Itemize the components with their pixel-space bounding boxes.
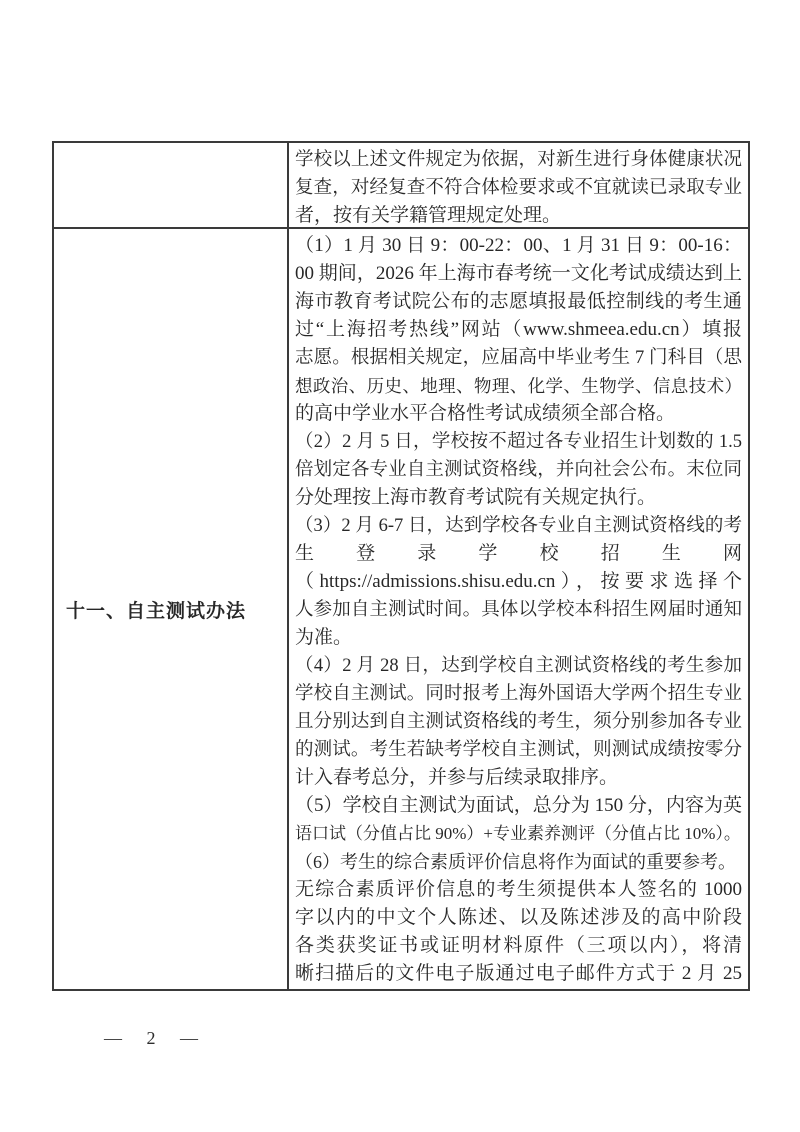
text-line: 志愿。根据相关规定，应届高中毕业考生 7 门科目（思 [295,348,742,368]
text-line: 无综合素质评价信息的考生须提供本人签名的 1000 [295,879,742,900]
row-label: 十一、自主测试办法 [66,600,247,622]
text-line: （1）1 月 30 日 9：00-22：00、1 月 31 日 9：00-16： [295,235,742,256]
text-line: 想政治、历史、地理、物理、化学、生物学、信息技术） [295,376,742,396]
text-line: 计入春考总分，并参与后续录取排序。 [295,767,619,788]
text-line: （5）学校自主测试为面试，总分为 150 分，内容为英 [295,795,742,816]
text-line: 倍划定各专业自主测试资格线，并向社会公布。末位同 [295,460,742,480]
text-line: 学校自主测试。同时报考上海外国语大学两个招生专业 [295,684,742,704]
text-line: 的测试。考生若缺考学校自主测试，则测试成绩按零分 [295,740,742,760]
admission-table [52,141,750,991]
table-row [54,143,748,229]
text-line: 晰扫描后的文件电子版通过电子邮件方式于 2 月 25 [295,963,742,984]
text-line: 的高中学业水平合格性考试成绩须全部合格。 [295,403,676,424]
text-line: （https://admissions.shisu.edu.cn），按要求选择个 [295,571,742,592]
row-label-cell [54,229,289,989]
text-line: 学校以上述文件规定为依据，对新生进行身体健康状况 [295,150,742,170]
row-content-cell [289,229,748,989]
text-line: 字以内的中文个人陈述、以及陈述涉及的高中阶段 [295,907,742,928]
text-line: 过“上海招考热线”网站（www.shmeea.edu.cn）填报 [295,319,742,340]
text-line: （4）2 月 28 日，达到学校自主测试资格线的考生参加 [295,656,742,676]
text-line: （6）考生的综合素质评价信息将作为面试的重要参考。 [295,852,736,872]
text-line: 海市教育考试院公布的志愿填报最低控制线的考生通 [295,291,742,312]
row-label-cell [54,143,289,227]
text-line: 且分别达到自主测试资格线的考生，须分别参加各专业 [295,712,742,732]
text-line: 者，按有关学籍管理规定处理。 [295,205,562,226]
table-row [54,229,748,989]
row-content-cell [289,143,748,227]
text-line: 各类获奖证书或证明材料原件（三项以内），将清 [295,935,742,956]
text-line: 语口试（分值占比 90%）+专业素养测评（分值占比 10%）。 [295,824,741,843]
page-number: — 2 — [104,1028,200,1048]
text-line: 00 期间，2026 年上海市春考统一文化考试成绩达到上 [295,263,742,284]
text-line: （3）2 月 6-7 日，达到学校各专业自主测试资格线的考 [295,516,742,536]
text-line: 复查，对经复查不符合体检要求或不宜就读已录取专业 [295,178,742,198]
text-line: 生登录学校招生网 [295,543,742,564]
text-line: 人参加自主测试时间。具体以学校本科招生网届时通知 [295,600,742,620]
text-line: 分处理按上海市教育考试院有关规定执行。 [295,487,657,508]
text-line: （2）2 月 5 日，学校按不超过各专业招生计划数的 1.5 [295,432,742,452]
text-line: 为准。 [295,627,353,648]
